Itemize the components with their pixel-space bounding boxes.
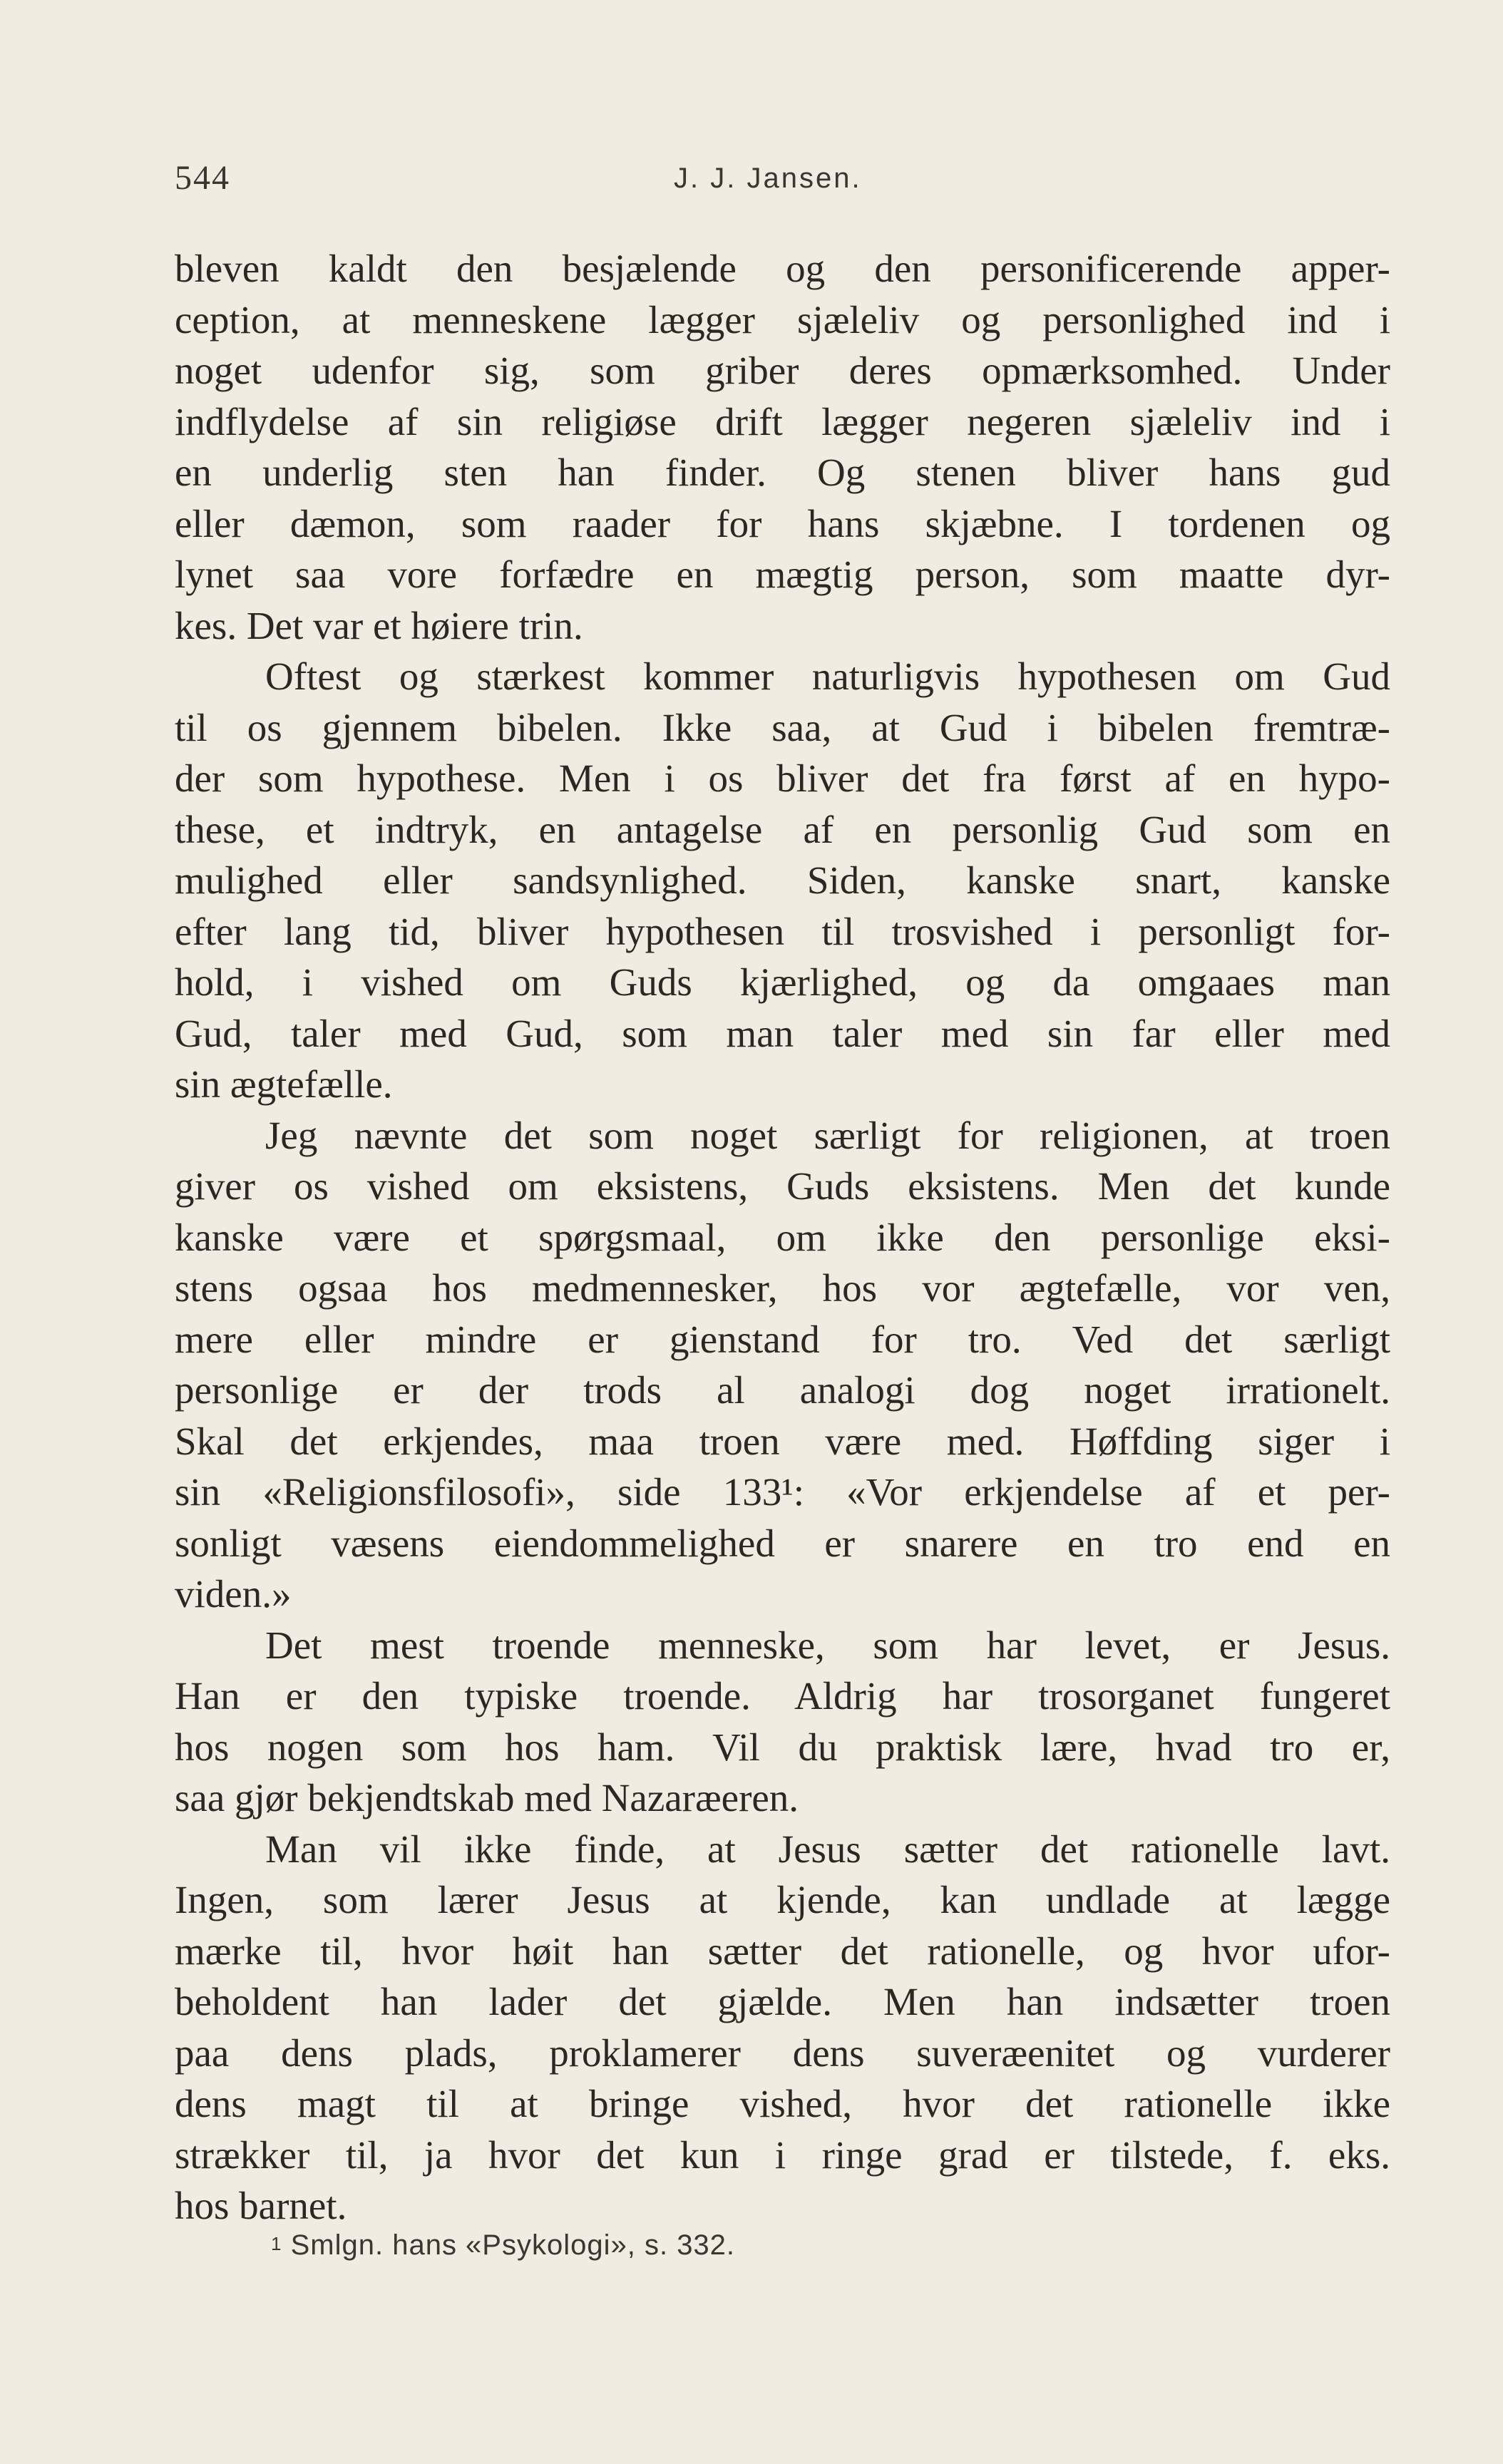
text-line: ception, at menneskene lægger sjæleliv og personlighed ind i [175, 297, 1390, 342]
paragraph [175, 243, 1390, 651]
page-number: 544 [175, 159, 230, 197]
text-line: Oftest og stærkest kommer naturligvis hypothesen om Gud [265, 654, 1390, 698]
page-header [175, 158, 1387, 208]
text-line: kanske være et spørgsmaal, om ikke den personlige eksi- [175, 1215, 1390, 1259]
text-line: mere eller mindre er gienstand for tro. Ved det særligt [175, 1317, 1390, 1361]
text-line: Han er den typiske troende. Aldrig har trosorganet fungeret [175, 1674, 1390, 1718]
text-line: these, et indtryk, en antagelse af en personlig Gud som en [175, 807, 1390, 851]
text-line: Skal det erkjendes, maa troen være med. Høffding siger i [175, 1419, 1390, 1463]
text-line: Man vil ikke finde, at Jesus sætter det rationelle lavt. [265, 1827, 1390, 1871]
paragraph [175, 1110, 1390, 1620]
text-line: viden.» [175, 1572, 292, 1616]
text-line: strækker til, ja hvor det kun i ringe grad er tilstede, f. eks. [175, 2132, 1390, 2177]
text-line: hold, i vished om Guds kjærlighed, og da omgaaes man [175, 960, 1390, 1004]
text-line: Det mest troende menneske, som har levet, er Jesus. [265, 1623, 1390, 1667]
text-line: beholdent han lader det gjælde. Men han indsætter troen [175, 1980, 1390, 2023]
text-line: lynet saa vore forfædre en mægtig person, som maatte dyr- [175, 553, 1390, 596]
paragraph [175, 1824, 1390, 2232]
text-line: paa dens plads, proklamerer dens suveræenitet og vurderer [175, 2031, 1390, 2075]
paragraph [175, 651, 1390, 1110]
text-line: sin «Religionsfilosofi», side 133¹: «Vor erkjendelse af et per- [175, 1470, 1390, 1514]
text-line: saa gjør bekjendtskab med Nazaræeren. [175, 1776, 799, 1819]
text-line: noget udenfor sig, som griber deres opmærksomhed. Under [175, 349, 1390, 392]
footnote [271, 2229, 735, 2262]
text-line: bleven kaldt den besjælende og den personificerende apper- [175, 247, 1390, 290]
text-line: efter lang tid, bliver hypothesen til trosvished i personligt for- [175, 909, 1390, 953]
text-line: sin ægtefælle. [175, 1062, 393, 1106]
text-line: hos barnet. [175, 2184, 347, 2227]
text-line: mulighed eller sandsynlighed. Siden, kanske snart, kanske [175, 858, 1390, 902]
text-line: til os gjennem bibelen. Ikke saa, at Gud i bibelen fremtræ- [175, 705, 1390, 749]
text-line: giver os vished om eksistens, Guds eksistens. Men det kunde [175, 1164, 1390, 1208]
text-line: Jeg nævnte det som noget særligt for religionen, at troen [265, 1113, 1390, 1157]
text-line: sonligt væsens eiendommelighed er snarere en tro end en [175, 1521, 1390, 1565]
body-text [175, 243, 1390, 2232]
text-line: stens ogsaa hos medmennesker, hos vor ægtefælle, vor ven, [175, 1266, 1390, 1310]
text-line: Gud, taler med Gud, som man taler med sin far eller med [175, 1011, 1390, 1055]
text-line: personlige er der trods al analogi dog noget irrationelt. [175, 1368, 1390, 1412]
text-line: dens magt til at bringe vished, hvor det rationelle ikke [175, 2082, 1390, 2125]
footnote-marker: 1 [271, 2233, 282, 2254]
text-line: en underlig sten han finder. Og stenen bliver hans gud [175, 451, 1390, 494]
running-head: J. J. Jansen. [674, 163, 862, 194]
text-line: eller dæmon, som raader for hans skjæbne. I tordenen og [175, 501, 1390, 545]
text-line: Ingen, som lærer Jesus at kjende, kan undlade at lægge [175, 1878, 1390, 1921]
text-line: hos nogen som hos ham. Vil du praktisk lære, hvad tro er, [175, 1725, 1390, 1769]
paragraph [175, 1620, 1390, 1824]
text-line: indflydelse af sin religiøse drift lægger negeren sjæleliv ind i [175, 399, 1390, 443]
footnote-text: Smlgn. hans «Psykologi», s. 332. [290, 2229, 736, 2261]
text-line: der som hypothese. Men i os bliver det fra først af en hypo- [175, 756, 1390, 800]
text-line: kes. Det var et høiere trin. [175, 603, 583, 647]
text-line: mærke til, hvor høit han sætter det rationelle, og hvor ufor- [175, 1929, 1390, 1973]
